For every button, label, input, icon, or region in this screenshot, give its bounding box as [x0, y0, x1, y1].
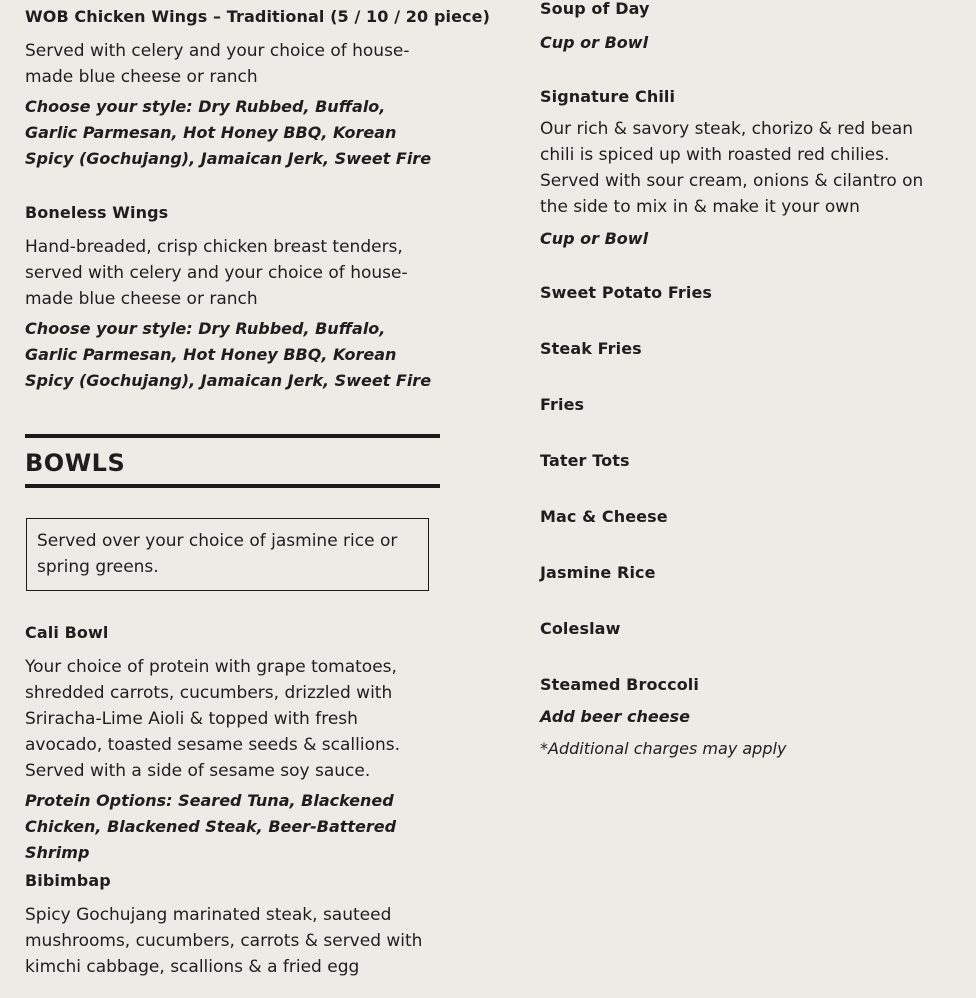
bibimbap-description: Spicy Gochujang marinated steak, sauteed mushrooms, cucumbers, carrots & served with kimchi cabbage, scallions & a fried egg — [25, 905, 423, 977]
wings-description: Served with celery and your choice of house-made blue cheese or ranch — [25, 41, 410, 87]
bibimbap-name: Bibimbap — [25, 871, 111, 890]
chili-name: Signature Chili — [540, 87, 676, 106]
bowls-note-box — [26, 518, 429, 591]
side-item: Mac & Cheese — [540, 507, 668, 526]
wings-options: Choose your style: Dry Rubbed, Buffalo, Garlic Parmesan, Hot Honey BBQ, Korean Spicy (Gochujang), Jamaican Jerk, Sweet Fire — [25, 97, 432, 168]
cali-bowl-name: Cali Bowl — [25, 623, 109, 642]
boneless-name: Boneless Wings — [25, 203, 169, 222]
boneless-description: Hand-breaded, crisp chicken breast tenders, served with celery and your choice of house-made blue cheese or ranch — [25, 237, 408, 309]
soup-portion: Cup or Bowl — [540, 33, 649, 52]
broccoli-addon: Add beer cheese — [540, 707, 690, 726]
section-rule-top — [25, 434, 440, 438]
side-item: Coleslaw — [540, 619, 621, 638]
section-rule-bottom — [25, 484, 440, 488]
side-item: Fries — [540, 395, 585, 414]
cali-bowl-options: Protein Options: Seared Tuna, Blackened Chicken, Blackened Steak, Beer-Battered Shrimp — [25, 791, 397, 862]
soup-name: Soup of Day — [540, 0, 650, 18]
chili-portion: Cup or Bowl — [540, 229, 649, 248]
chili-description: Our rich & savory steak, chorizo & red bean chili is spiced up with roasted red chilies. Served with sour cream, onions & cilantro on the side to mix in & make it your own — [540, 119, 924, 217]
cali-bowl-description: Your choice of protein with grape tomatoes, shredded carrots, cucumbers, drizzled with Sriracha-Lime Aioli & topped with fresh avocado, toasted sesame seeds & scallions. Served with a side of sesame soy sauce. — [25, 657, 401, 781]
additional-charges-note: *Additional charges may apply — [540, 739, 787, 758]
side-item: Jasmine Rice — [540, 563, 656, 582]
side-item: Steak Fries — [540, 339, 642, 358]
broccoli-name: Steamed Broccoli — [540, 675, 699, 694]
side-item: Tater Tots — [540, 451, 630, 470]
side-item: Sweet Potato Fries — [540, 283, 713, 302]
bowls-section-title: BOWLS — [25, 449, 126, 477]
wings-name: WOB Chicken Wings – Traditional (5 / 10 / 20 piece) — [25, 7, 490, 26]
bowls-note: Served over your choice of jasmine rice or spring greens. — [37, 531, 398, 577]
boneless-options: Choose your style: Dry Rubbed, Buffalo, Garlic Parmesan, Hot Honey BBQ, Korean Spicy (Gochujang), Jamaican Jerk, Sweet Fire — [25, 319, 432, 390]
